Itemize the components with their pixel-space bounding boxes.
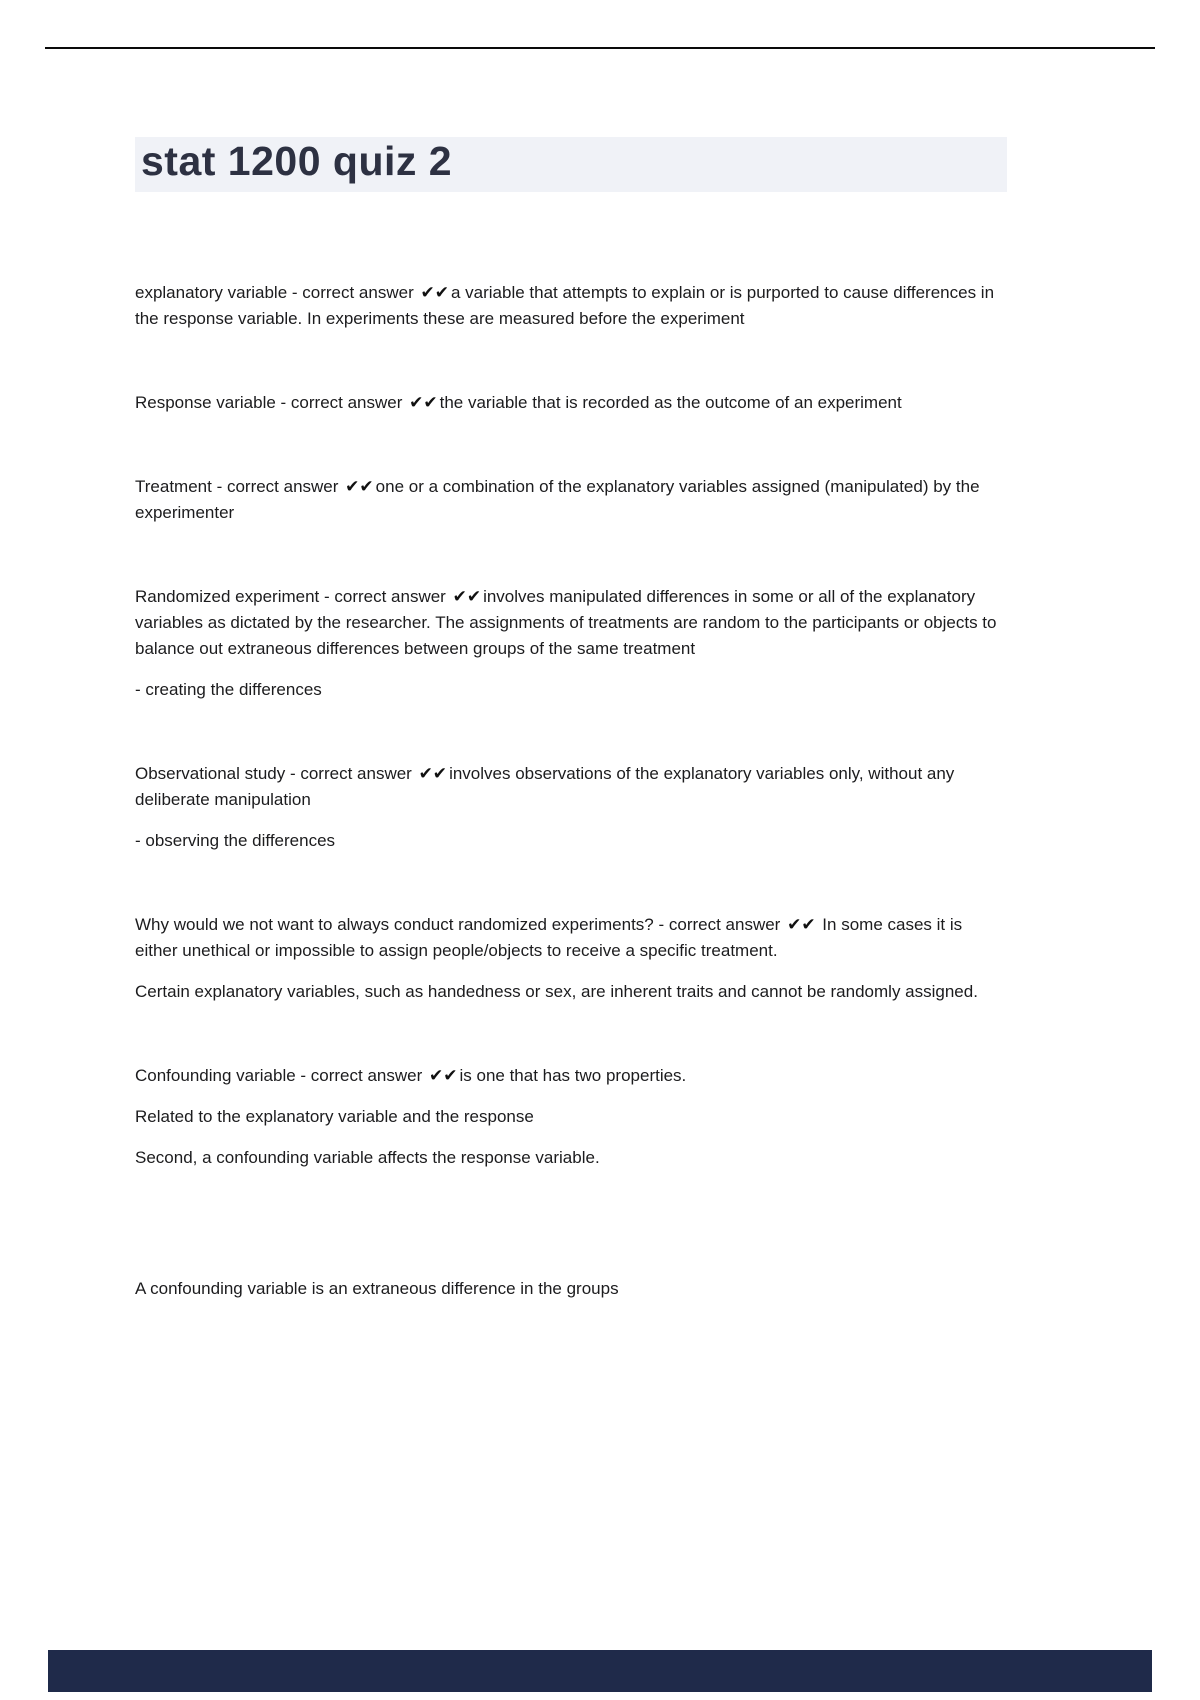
qa-answer-paragraph [135, 1276, 1007, 1302]
checkmarks-icon: ✔✔ [428, 1066, 458, 1086]
qa-item [135, 584, 1007, 703]
qa-answer: A confounding variable is an extraneous difference in the groups [135, 1279, 619, 1299]
checkmarks-icon: ✔✔ [345, 477, 374, 497]
qa-item [135, 761, 1007, 854]
footer-bar [48, 1650, 1152, 1692]
qa-extra-paragraph: - creating the differences [135, 680, 322, 700]
qa-term: Response variable - correct answer [135, 393, 408, 413]
qa-answer: is one that has two properties. [459, 1066, 687, 1086]
qa-item [135, 280, 1007, 332]
checkmarks-icon: ✔✔ [787, 915, 816, 935]
qa-answer-paragraph [135, 761, 1007, 813]
qa-item [135, 1063, 1007, 1171]
qa-answer: involves observations of the explanatory variables only, without any deliberate manipulation [135, 764, 955, 810]
qa-extra-paragraph: - observing the differences [135, 831, 336, 851]
qa-answer: involves manipulated differences in some or all of the explanatory variables as dictated by the researcher. The assignments of treatments are random to the participants or objects to balance out extraneous differences between groups of the same treatment [135, 587, 997, 659]
qa-term: Observational study - correct answer [135, 764, 417, 784]
qa-answer-paragraph [135, 912, 1007, 964]
qa-answer-paragraph [135, 390, 1007, 416]
checkmarks-icon: ✔✔ [409, 393, 438, 413]
page-title: stat 1200 quiz 2 [135, 137, 1007, 192]
qa-answer-paragraph [135, 280, 1007, 332]
document-content [135, 0, 1007, 1302]
qa-extra-paragraph: Certain explanatory variables, such as handedness or sex, are inherent traits and cannot be randomly assigned. [135, 982, 978, 1002]
qa-item [135, 912, 1007, 1005]
checkmarks-icon: ✔✔ [420, 283, 449, 303]
qa-answer-paragraph [135, 1063, 1007, 1089]
qa-term: Confounding variable - correct answer [135, 1066, 427, 1086]
qa-term: Why would we not want to always conduct randomized experiments? - correct answer [135, 915, 786, 935]
qa-extra-paragraph: Related to the explanatory variable and the response [135, 1107, 534, 1127]
qa-answer: In some cases it is either unethical or impossible to assign people/objects to receive a specific treatment. [135, 915, 963, 961]
qa-term: Randomized experiment - correct answer [135, 587, 451, 607]
checkmarks-icon: ✔✔ [452, 587, 482, 607]
qa-extra-paragraph: Second, a confounding variable affects the response variable. [135, 1148, 600, 1168]
qa-answer-paragraph [135, 584, 1007, 662]
qa-item [135, 1276, 1007, 1302]
qa-item [135, 390, 1007, 416]
qa-item [135, 474, 1007, 526]
qa-list [135, 280, 1007, 1302]
qa-answer: a variable that attempts to explain or is purported to cause differences in the response variable. In experiments these are measured before the experiment [135, 283, 995, 329]
qa-term: Treatment - correct answer [135, 477, 344, 497]
qa-answer-paragraph [135, 474, 1007, 526]
checkmarks-icon: ✔✔ [418, 764, 448, 784]
qa-answer: one or a combination of the explanatory variables assigned (manipulated) by the experimenter [135, 477, 980, 523]
qa-answer: the variable that is recorded as the outcome of an experiment [439, 393, 902, 413]
qa-term: explanatory variable - correct answer [135, 283, 419, 303]
